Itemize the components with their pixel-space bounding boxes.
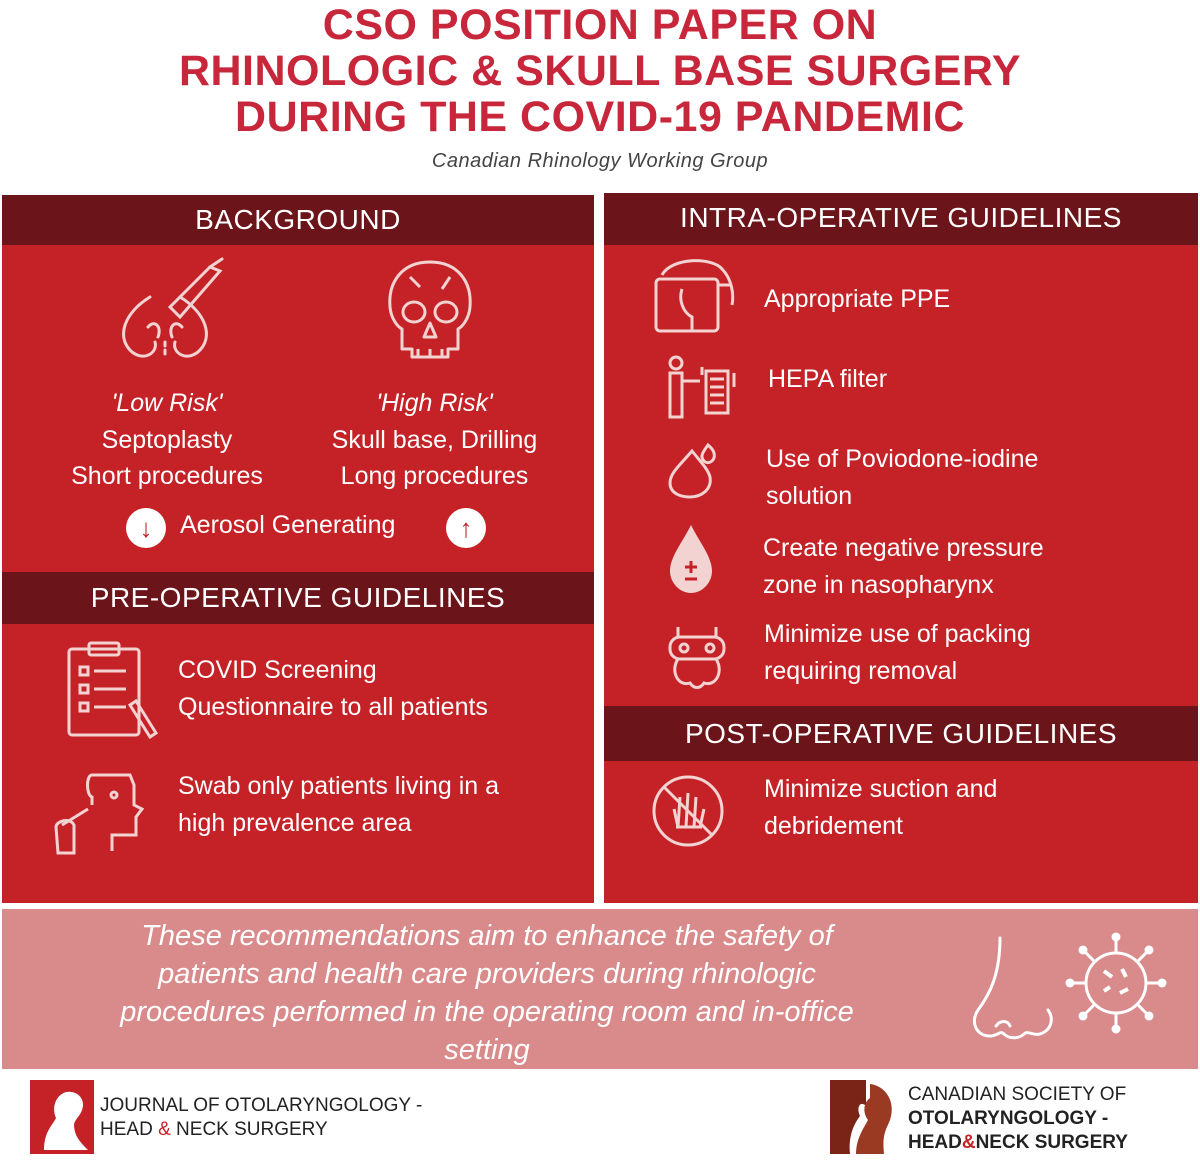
banner-line-1: These recommendations aim to enhance the safety of [141,920,833,952]
post-op-item-1-line-1: Minimize suction and [764,775,998,803]
society-logo-text [908,1083,1128,1155]
journal-line-2b: NECK SURGERY [170,1119,328,1140]
intra-op-item-2-line-1: HEPA filter [768,365,888,393]
intra-op-item-5-line-1: Minimize use of packing [764,620,1031,648]
post-operative-header: POST-OPERATIVE GUIDELINES [604,706,1198,761]
intra-op-item-4-line-2: zone in nasopharynx [763,571,994,599]
arrow-down-icon: ↓ [126,508,166,548]
society-line-3 [908,1131,1128,1155]
society-line-3b: NECK SURGERY [975,1132,1128,1153]
virus-icon [1064,931,1168,1035]
title-line-1: CSO POSITION PAPER ON [322,1,878,49]
high-risk-line-2: Long procedures [340,462,529,490]
nasal-swab-icon [52,765,152,855]
society-line-2: OTOLARYNGOLOGY - [908,1108,1109,1129]
low-risk-line-1: Septoplasty [101,426,233,454]
high-risk-label: 'High Risk' [376,389,493,417]
pre-op-item-1-line-2: Questionnaire to all patients [178,693,488,721]
no-touch-icon [650,773,726,849]
left-panel [2,195,594,903]
journal-line-2 [100,1118,422,1142]
pre-operative-header: PRE-OPERATIVE GUIDELINES [2,572,594,624]
droplet-icon [664,439,724,499]
intra-op-item-1-line-1: Appropriate PPE [764,285,951,313]
society-line-1: CANADIAN SOCIETY OF [908,1084,1127,1105]
summary-banner [2,909,1198,1069]
society-line-3a: HEAD [908,1132,962,1153]
journal-line-2a: HEAD [100,1119,159,1140]
banner-line-4: setting [444,1034,530,1066]
hepa-filter-icon [662,353,742,423]
journal-ampersand: & [158,1119,171,1140]
pre-op-item-2-line-1: Swab only patients living in a [178,772,500,800]
nasal-packing-icon [664,623,730,693]
intra-op-item-4-line-1: Create negative pressure [763,534,1044,562]
skull-icon [380,257,480,372]
background-header: BACKGROUND [2,195,594,245]
banner-line-3: procedures performed in the operating room and in-office [120,996,854,1028]
journal-logo-text [100,1094,422,1142]
face-shield-icon [652,255,742,335]
arrow-up-icon: ↑ [446,508,486,548]
intra-operative-header: INTRA-OPERATIVE GUIDELINES [604,193,1198,245]
high-risk-line-1: Skull base, Drilling [331,426,538,454]
intra-op-item-5-line-2: requiring removal [764,657,958,685]
title-line-2: RHINOLOGIC & SKULL BASE SURGERY [178,47,1022,95]
pre-op-item-2-line-2: high prevalence area [178,809,412,837]
post-op-item-1-line-2: debridement [764,812,903,840]
pressure-drop-icon [666,523,716,595]
subtitle: Canadian Rhinology Working Group [431,150,769,172]
journal-line-1: JOURNAL OF OTOLARYNGOLOGY - [100,1095,423,1116]
journal-logo-mark [30,1080,94,1154]
aerosol-label: Aerosol Generating [180,511,396,539]
intra-op-item-3-line-2: solution [766,482,853,510]
intra-op-item-3-line-1: Use of Poviodone-iodine [766,445,1039,473]
right-panel [604,193,1198,903]
nose-scalpel-icon [110,257,230,367]
title-line-3: DURING THE COVID-19 PANDEMIC [235,93,965,141]
page-title [0,0,1200,140]
banner-text [22,917,952,1069]
society-logo-mark [826,1076,902,1156]
low-risk-line-2: Short procedures [71,462,263,490]
nose-icon [970,934,1060,1054]
pre-op-item-1-line-1: COVID Screening [178,656,377,684]
society-ampersand: & [961,1132,976,1153]
banner-line-2: patients and health care providers during rhinologic [158,958,816,990]
clipboard-checklist-icon [64,641,164,741]
low-risk-label: 'Low Risk' [111,389,223,417]
